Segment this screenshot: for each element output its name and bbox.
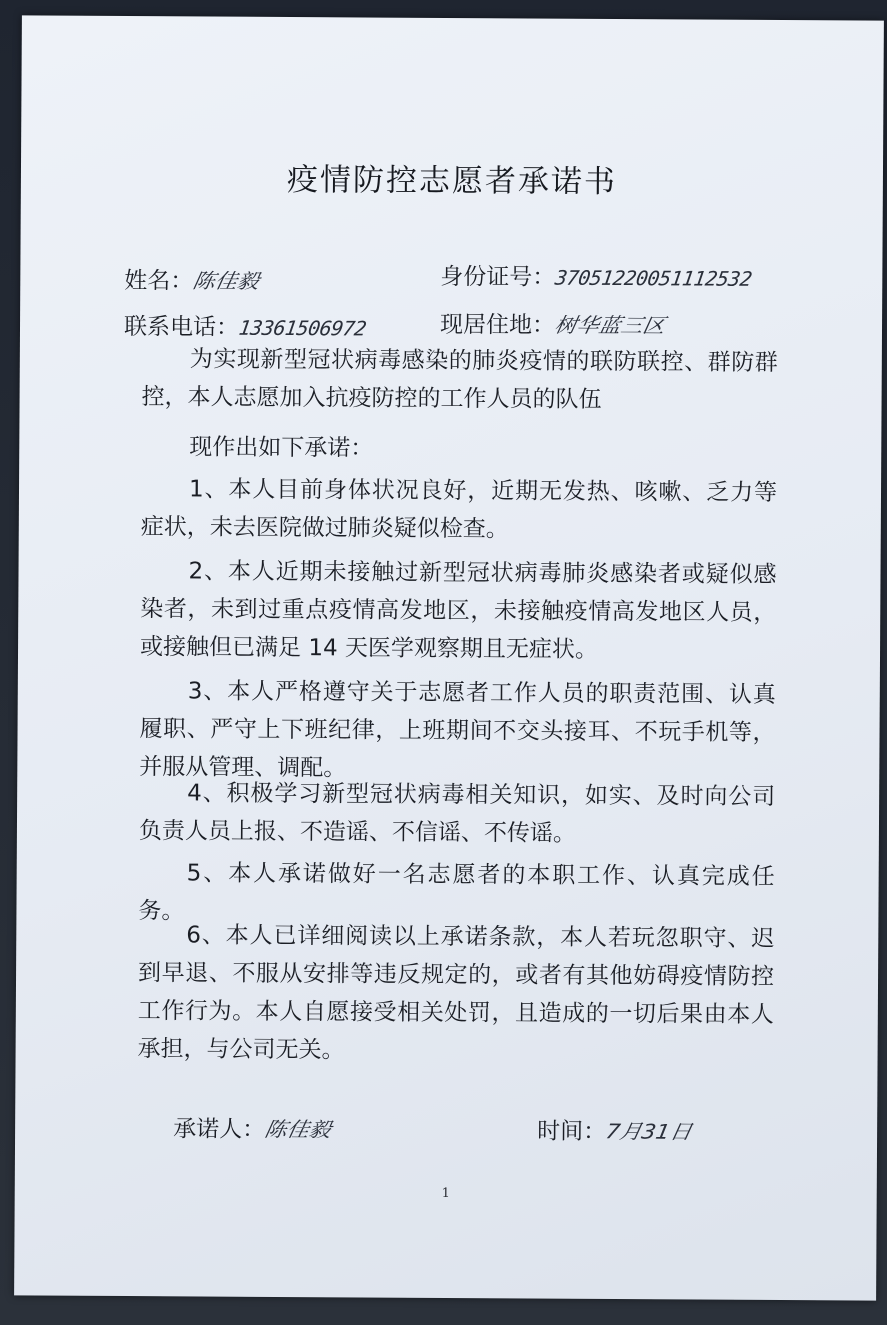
commitment-item-6: 6、本人已详细阅读以上承诺条款，本人若玩忽职守、迟到早退、不服从安排等违反规定的，或者有其他妨碍疫情防控工作行为。本人自愿接受相关处罚，且造成的一切后果由本人承担，与公司无关。 — [137, 922, 775, 1064]
date-label: 时间： — [537, 1118, 607, 1145]
name-value: 陈佳毅 — [190, 270, 262, 294]
intro-paragraph: 为实现新型冠状病毒感染的肺炎疫情的联防联控、群防群控，本人志愿加入抗疫防控的工作人员的队伍 — [141, 346, 778, 413]
name-label: 姓名： — [124, 268, 194, 295]
document-page — [14, 15, 884, 1300]
id-number-value: 37051220051112532 — [553, 265, 754, 291]
commitment-heading: 现作出如下承诺： — [189, 434, 374, 462]
page-number: 1 — [441, 1185, 450, 1202]
commitment-item-1: 1、本人目前身体状况良好，近期无发热、咳嗽、乏力等症状，未去医院做过肺炎疑似检查。 — [140, 476, 778, 543]
phone-field — [124, 308, 366, 342]
phone-label: 联系电话： — [123, 314, 240, 341]
commitment-item-2: 2、本人近期未接触过新型冠状病毒肺炎感染者或疑似感染者，未到过重点疫情高发地区，未接触疫情高发地区人员，或接触但已满足 14 天医学观察期且无症状。 — [139, 558, 777, 663]
document-title: 疫情防控志愿者承诺书 — [286, 162, 618, 201]
phone-value: 13361506972 — [237, 315, 368, 341]
id-number-field — [440, 258, 754, 293]
signer-field — [173, 1110, 331, 1144]
id-number-label: 身份证号： — [440, 263, 556, 291]
commitment-item-4: 4、积极学习新型冠状病毒相关知识，如实、及时向公司负责人员上报、不造谣、不信谣、不传谣。 — [138, 780, 776, 847]
signer-signature: 陈佳毅 — [262, 1118, 333, 1143]
date-field — [537, 1113, 692, 1147]
address-field — [440, 306, 665, 340]
address-value: 树华蓝三区 — [552, 314, 667, 339]
address-label: 现居住地： — [439, 311, 556, 339]
commitment-item-5: 5、本人承诺做好一名志愿者的本职工作、认真完成任务。 — [138, 860, 775, 925]
name-field — [124, 262, 262, 296]
commitment-item-3: 3、本人严格遵守关于志愿者工作人员的职责范围、认真履职、严守上下班纪律，上班期间不交头接耳、不玩手机等，并服从管理、调配。 — [139, 678, 776, 782]
date-value: 7月31日 — [603, 1120, 694, 1145]
signer-label: 承诺人： — [173, 1116, 266, 1143]
